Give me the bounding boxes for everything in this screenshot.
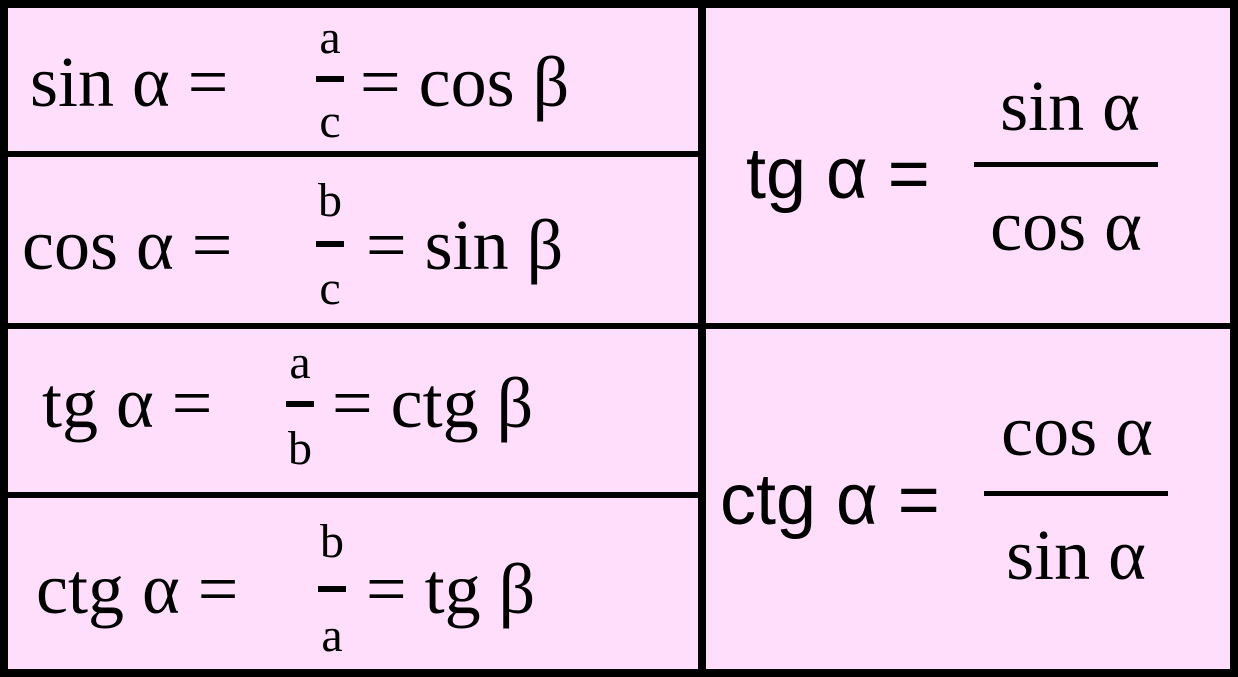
cos-rhs: sin β: [424, 205, 564, 285]
ctg-ratio-equals: =: [897, 460, 940, 540]
tg-lhs: tg α: [42, 363, 154, 443]
ctg-equals-1: =: [197, 549, 239, 629]
tg-rhs: ctg β: [390, 363, 534, 443]
cell-tg-ratio: [706, 8, 1230, 323]
ctg-ratio-fraction-bar: [984, 491, 1168, 496]
cell-ctg-formula: [8, 498, 698, 669]
tg-ratio-lhs: tg α: [746, 134, 868, 214]
ctg-fraction: [308, 498, 356, 669]
ctg-numerator: b: [320, 515, 344, 568]
sin-denominator: c: [319, 95, 341, 148]
cos-fraction: [306, 157, 354, 323]
sin-fraction: [306, 8, 354, 151]
cell-tg-formula: [8, 329, 698, 492]
sin-lhs: sin α: [30, 42, 170, 122]
ctg-fraction-bar: [318, 586, 346, 592]
ctg-denominator: a: [321, 609, 343, 662]
cos-numerator: b: [318, 174, 342, 227]
tg-equals-1: =: [171, 363, 213, 443]
tg-ratio-denominator: cos α: [990, 186, 1142, 266]
sin-rhs: cos β: [418, 42, 570, 122]
cell-ctg-ratio: [706, 329, 1230, 669]
tg-fraction: [276, 329, 324, 492]
ctg-equals-2: =: [366, 549, 407, 629]
sin-fraction-bar: [316, 76, 344, 82]
ctg-lhs: ctg α: [36, 549, 180, 629]
ctg-ratio-denominator: sin α: [1006, 515, 1146, 595]
sin-numerator: a: [319, 11, 341, 64]
tg-ratio-fraction-bar: [974, 162, 1158, 167]
tg-ratio-numerator: sin α: [1000, 66, 1140, 146]
cell-sin-formula: [8, 8, 698, 151]
sin-equals-1: =: [187, 42, 229, 122]
tg-numerator: a: [289, 336, 311, 389]
sin-equals-2: =: [360, 42, 401, 122]
ctg-ratio-numerator: cos α: [1001, 391, 1153, 471]
tg-ratio-equals: =: [887, 134, 930, 214]
cos-equals-1: =: [191, 205, 233, 285]
tg-denominator: b: [288, 422, 312, 475]
ctg-rhs: tg β: [424, 549, 536, 629]
cos-denominator: c: [319, 262, 341, 315]
cos-equals-2: =: [366, 205, 407, 285]
cos-fraction-bar: [316, 241, 344, 247]
cos-lhs: cos α: [22, 205, 174, 285]
tg-fraction-bar: [286, 401, 314, 407]
tg-equals-2: =: [332, 363, 373, 443]
ctg-ratio-lhs: ctg α: [720, 460, 878, 540]
cell-cos-formula: [8, 157, 698, 323]
